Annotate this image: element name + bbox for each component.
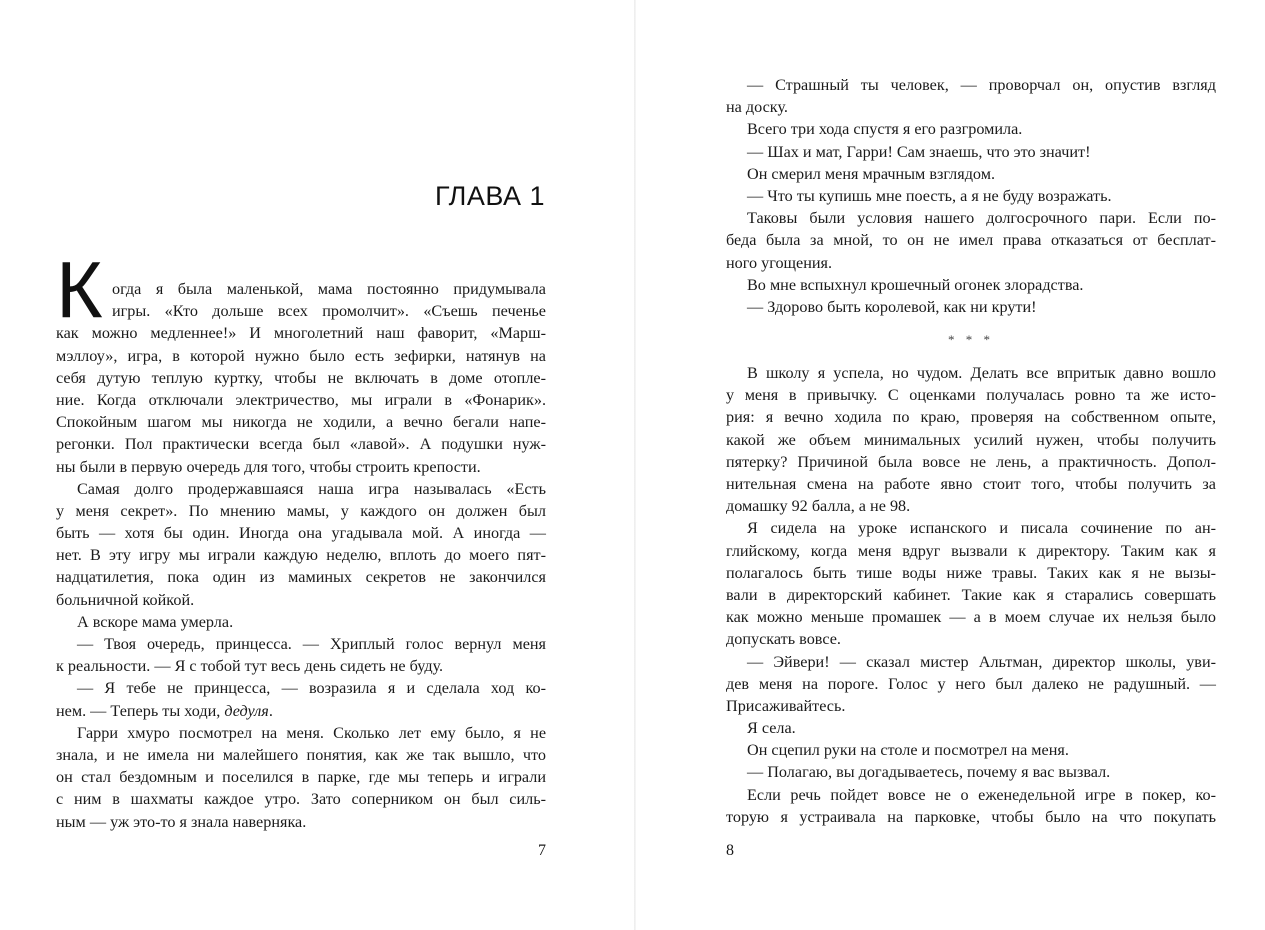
drop-cap: К — [56, 245, 103, 334]
text-line: огда я была маленькой, мама постоянно придумывала — [112, 280, 546, 298]
text-line: больничной койкой. — [56, 590, 195, 609]
text-line: Я сидела на уроке испанского и писала сочинение по ан- — [747, 519, 1216, 538]
text-line: нительная смена на работе явно стоит того, чтобы получить за — [726, 475, 1216, 493]
text-line: Гарри хмуро посмотрел на меня. Сколько лет ему было, я не — [77, 723, 546, 742]
text-line: на доску. — [726, 98, 788, 117]
text-line: Спокойным шагом мы никогда не ходили, а вечно бегали напе- — [56, 413, 546, 432]
text-line: допускать вовсе. — [726, 630, 841, 649]
text-line: Присаживайтесь. — [726, 696, 846, 715]
text-line: Он сцепил руки на столе и посмотрел на меня. — [747, 741, 1069, 760]
text-line: — Я тебе не принцесса, — возразила я и сделала ход ко- — [77, 679, 546, 698]
chapter-title: ГЛАВА 1 — [435, 181, 545, 211]
text-line: вали в директорский кабинет. Такие как я старались совершать — [726, 585, 1216, 604]
left-page-text — [56, 278, 546, 833]
text-line: Таковы были условия нашего долгосрочного пари. Если по- — [747, 209, 1216, 228]
text-line: пятерку? Причиной была вовсе не лень, а практичность. Допол- — [726, 452, 1216, 471]
text-line: торую я устраивала на парковке, чтобы было на что покупать — [726, 807, 1216, 826]
text-line: Самая долго продержавшаяся наша игра называлась «Есть — [77, 479, 546, 498]
text-segment: нем. — Теперь ты ходи, — [56, 701, 225, 720]
right-text-before-break — [726, 74, 1216, 318]
text-line: — Что ты купишь мне поесть, а я не буду возражать. — [747, 186, 1112, 205]
text-line: как можно меньше промашек — а в моем случае их нельзя было — [726, 608, 1216, 627]
scene-break: * * * — [948, 332, 994, 348]
text-line: ного угощения. — [726, 253, 833, 272]
text-line: беда была за мной, то он не имел права отказаться от бесплат- — [726, 231, 1216, 250]
text-line: — Шах и мат, Гарри! Сам знаешь, что это значит! — [747, 142, 1091, 161]
text-line: себя дутую теплую куртку, чтобы не включать в доме отопле- — [56, 368, 546, 387]
text-line: домашку 92 балла, а не 98. — [726, 497, 911, 516]
text-line: ние. Когда отключали электричество, мы играли в «Фонарик». — [56, 390, 546, 409]
text-segment: . — [268, 701, 273, 720]
right-page — [636, 0, 1265, 930]
text-line: В школу я успела, но чудом. Делать все впритык давно вошло — [747, 364, 1216, 383]
text-line: дев меня на пороге. Голос у него был далеко не радушный. — — [726, 674, 1216, 693]
text-line: быть — хотя бы один. Иногда она угадывала мой. А иногда — — [56, 524, 546, 543]
text-line: нет. В эту игру мы играли каждую неделю, вплоть до моего пят- — [56, 546, 546, 565]
text-line: Я села. — [747, 719, 796, 738]
text-line: ны были в первую очередь для того, чтобы строить крепости. — [56, 457, 481, 476]
text-line: полагалось быть тише воды ниже травы. Таких как я не вызы- — [726, 563, 1216, 582]
text-line: игры. «Кто дольше всех промолчит». «Съешь печенье — [112, 302, 546, 321]
text-line: А вскоре мама умерла. — [77, 612, 234, 631]
text-line: он стал бездомным и поселился в парке, где мы теперь и играли — [56, 768, 546, 787]
text-line: Он смерил меня мрачным взглядом. — [747, 164, 996, 183]
text-line: мэллоу», игра, в которой нужно было есть зефирки, натянув на — [56, 346, 546, 365]
text-line: как можно медленнее!» И многолетний наш фаворит, «Марш- — [56, 324, 546, 343]
text-line: Всего три хода спустя я его разгромила. — [747, 120, 1023, 139]
text-line: глийскому, когда меня вдруг вызвали к директору. Таким как я — [726, 541, 1216, 560]
text-line: — Эйвери! — сказал мистер Альтман, директор школы, уви- — [747, 652, 1216, 671]
text-line: — Твоя очередь, принцесса. — Хриплый голос вернул меня — [77, 635, 546, 653]
text-line: Во мне вспыхнул крошечный огонек злорадства. — [747, 275, 1084, 294]
text-line: у меня в привычку. С оценками получалась ровно та же исто- — [726, 386, 1216, 405]
text-line: у меня секрет». По мнению мамы, у каждого он должен был — [56, 501, 546, 520]
text-line: — Страшный ты человек, — проворчал он, опустив взгляд — [747, 76, 1216, 94]
text-line: ным — уж это-то я знала наверняка. — [56, 812, 307, 831]
emphasis: дедуля — [224, 701, 269, 720]
text-line — [56, 700, 546, 722]
text-line: знала, и не имела ни малейшего понятия, как же так вышло, что — [56, 745, 546, 764]
page-number-left: 7 — [538, 842, 546, 859]
text-line: — Полагаю, вы догадываетесь, почему я вас вызвал. — [747, 763, 1111, 782]
page-number-right: 8 — [726, 842, 734, 859]
text-line: надцатилетия, пока один из маминых секретов не закончился — [56, 568, 546, 587]
text-line: Если речь пойдет вовсе не о еженедельной игре в покер, ко- — [747, 785, 1216, 804]
text-line: какой же объем минимальных усилий нужен, чтобы получить — [726, 430, 1216, 449]
text-line: регонки. Пол практически всегда был «лавой». А подушки нуж- — [56, 435, 546, 454]
right-page-text — [726, 74, 1216, 828]
text-line: рия: я вечно ходила по краю, проверяя на собственном опыте, — [726, 408, 1216, 427]
text-line: — Здорово быть королевой, как ни крути! — [747, 297, 1037, 316]
text-line: с ним в шахматы каждое утро. Зато соперником он был силь- — [56, 790, 546, 809]
text-line: к реальности. — Я с тобой тут весь день сидеть не буду. — [56, 657, 444, 676]
right-text-after-break — [726, 362, 1216, 828]
